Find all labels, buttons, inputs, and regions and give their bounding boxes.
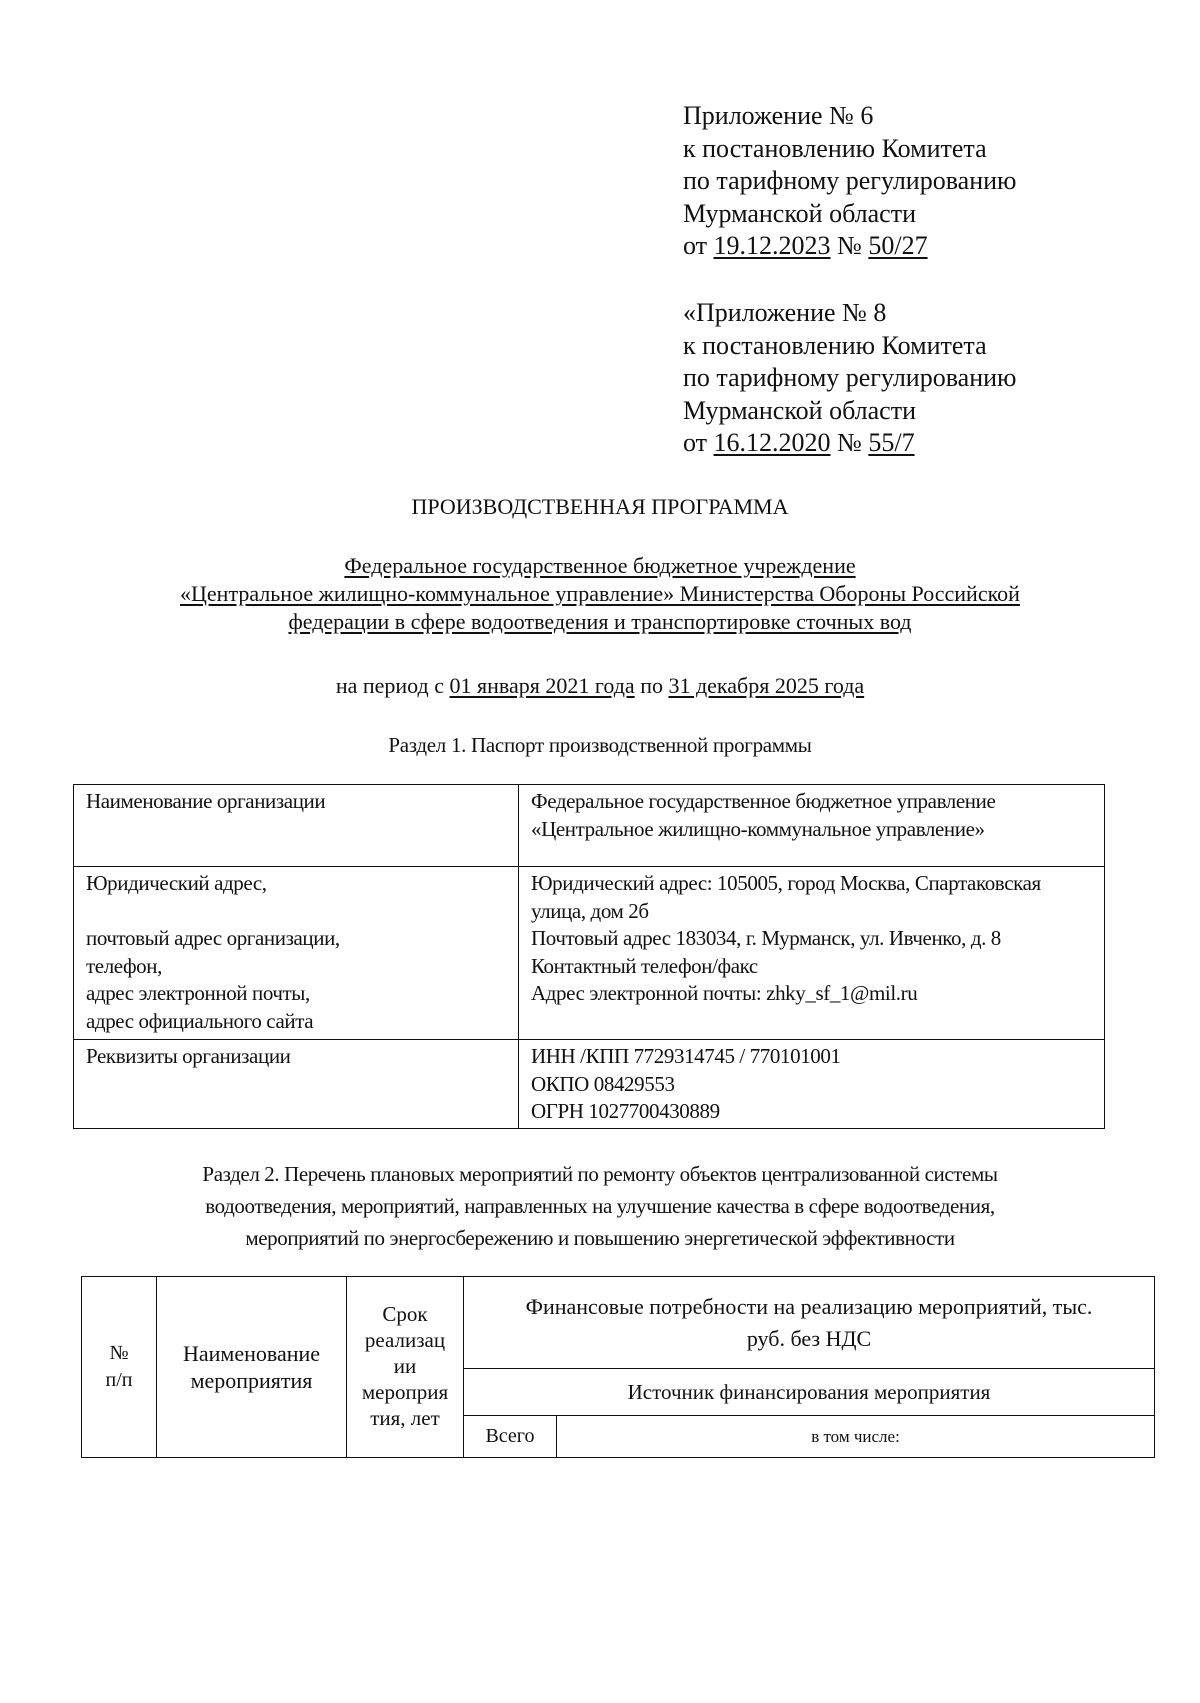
passport-value: ИНН /КПП 7729314745 / 770101001 (531, 1044, 841, 1068)
period-line (0, 673, 1200, 699)
appendix-8-number: 55/7 (868, 428, 915, 457)
appendix-6-date-line (683, 230, 1016, 263)
col-finance-line: Финансовые потребности на реализацию мероприятий, тыс. (525, 1293, 1093, 1319)
passport-label: адрес электронной почты, (86, 981, 310, 1005)
col-term-line: мероприя (361, 1380, 449, 1404)
section-2-title-line-2: водоотведения, мероприятий, направленных на улучшение качества в сфере водоотведения, (205, 1194, 995, 1218)
passport-label: Юридический адрес, (86, 871, 267, 895)
measures-table (81, 1276, 1155, 1458)
appendix-8-date: 16.12.2020 (713, 428, 831, 457)
appendix-8-date-prefix: от (683, 428, 708, 457)
measures-header-row-1 (82, 1277, 1155, 1369)
appendix-6-header (683, 100, 1016, 263)
passport-value-cell (519, 1040, 1105, 1129)
passport-value: ОКПО 08429553 (531, 1071, 675, 1096)
appendix-6-line-3: по тарифному регулированию (683, 166, 1017, 195)
passport-value: Почтовый адрес 183034, г. Мурманск, ул. Ивченко, д. 8 (531, 926, 1001, 950)
period-start: 01 января 2021 года (449, 673, 635, 698)
program-title: ПРОИЗВОДСТВЕННАЯ ПРОГРАММА (411, 494, 789, 519)
org-line-1: Федеральное государственное бюджетное учреждение (344, 553, 856, 578)
col-total-header: Всего (464, 1416, 557, 1458)
passport-value: «Центральное жилищно-коммунальное управление» (531, 816, 985, 841)
period-middle: по (640, 673, 663, 698)
appendix-8-line-3: по тарифному регулированию (683, 363, 1017, 392)
passport-value: Контактный телефон/факс (531, 953, 758, 978)
appendix-8-title: «Приложение № 8 (683, 298, 887, 327)
passport-row-name (74, 785, 1105, 867)
period-prefix: на период с (335, 673, 444, 698)
passport-value-cell (519, 867, 1105, 1040)
col-term-line: ии (393, 1354, 417, 1378)
section-1-title: Раздел 1. Паспорт производственной программы (388, 733, 812, 757)
col-including-header: в том числе: (557, 1416, 1155, 1458)
passport-table (73, 784, 1105, 1129)
passport-label: Реквизиты организации (86, 1044, 291, 1068)
appendix-8-line-2: к постановлению Комитета (683, 330, 987, 360)
col-finance-header (464, 1277, 1155, 1369)
passport-label-spacer (86, 898, 508, 926)
col-term-line: тия, лет (370, 1406, 440, 1430)
appendix-8-header (683, 297, 1016, 460)
appendix-8-number-sign: № (837, 428, 862, 457)
appendix-6-number: 50/27 (868, 231, 928, 260)
col-name-line: Наименование (182, 1341, 321, 1366)
passport-label: Наименование организации (86, 789, 326, 813)
appendix-6-date-prefix: от (683, 231, 708, 260)
passport-label: почтовый адрес организации, (86, 926, 340, 950)
org-line-3: федерации в сфере водоотведения и транспортировке сточных вод (288, 609, 912, 634)
passport-value: Федеральное государственное бюджетное управление (531, 789, 996, 813)
appendix-6-line-4: Мурманской области (683, 198, 916, 228)
col-finance-line: руб. без НДС (746, 1325, 872, 1351)
passport-value: улица, дом 2б (531, 898, 649, 923)
passport-value: ОГРН 1027700430889 (531, 1099, 720, 1123)
appendix-6-date: 19.12.2023 (713, 231, 831, 260)
passport-value: Адрес электронной почты: zhky_sf_1@mil.ru (531, 981, 918, 1005)
passport-row-requisites (74, 1040, 1105, 1129)
section-2-title-line-3: мероприятий по энергосбережению и повышению энергетической эффективности (245, 1226, 955, 1250)
passport-row-address (74, 867, 1105, 1040)
passport-label: телефон, (86, 953, 162, 978)
appendix-8-date-line (683, 427, 1016, 460)
period-end: 31 декабря 2025 года (668, 673, 865, 698)
col-term-line: Срок (382, 1302, 428, 1326)
appendix-6-number-sign: № (837, 231, 862, 260)
passport-label-cell (74, 785, 519, 867)
appendix-6-line-2: к постановлению Комитета (683, 133, 987, 163)
passport-label: адрес официального сайта (86, 1008, 314, 1033)
col-number-header (82, 1277, 157, 1458)
org-line-2: «Центральное жилищно-коммунальное управление» Министерства Обороны Российской (180, 581, 1020, 606)
appendix-8-line-4: Мурманской области (683, 395, 916, 425)
section-2-title-line-1: Раздел 2. Перечень плановых мероприятий по ремонту объектов централизованной системы (202, 1162, 998, 1186)
col-source-header: Источник финансирования мероприятия (464, 1369, 1155, 1416)
passport-value-cell (519, 785, 1105, 867)
col-name-header (157, 1277, 347, 1458)
col-number-line: п/п (105, 1369, 133, 1391)
col-name-line: мероприятия (190, 1368, 313, 1393)
col-term-line: реализац (364, 1328, 446, 1352)
appendix-6-title: Приложение № 6 (683, 101, 874, 130)
col-number-line: № (109, 1342, 129, 1364)
passport-value: Юридический адрес: 105005, город Москва, Спартаковская (531, 871, 1041, 895)
passport-label-cell (74, 867, 519, 1040)
passport-label-cell (74, 1040, 519, 1129)
col-term-header (347, 1277, 464, 1458)
